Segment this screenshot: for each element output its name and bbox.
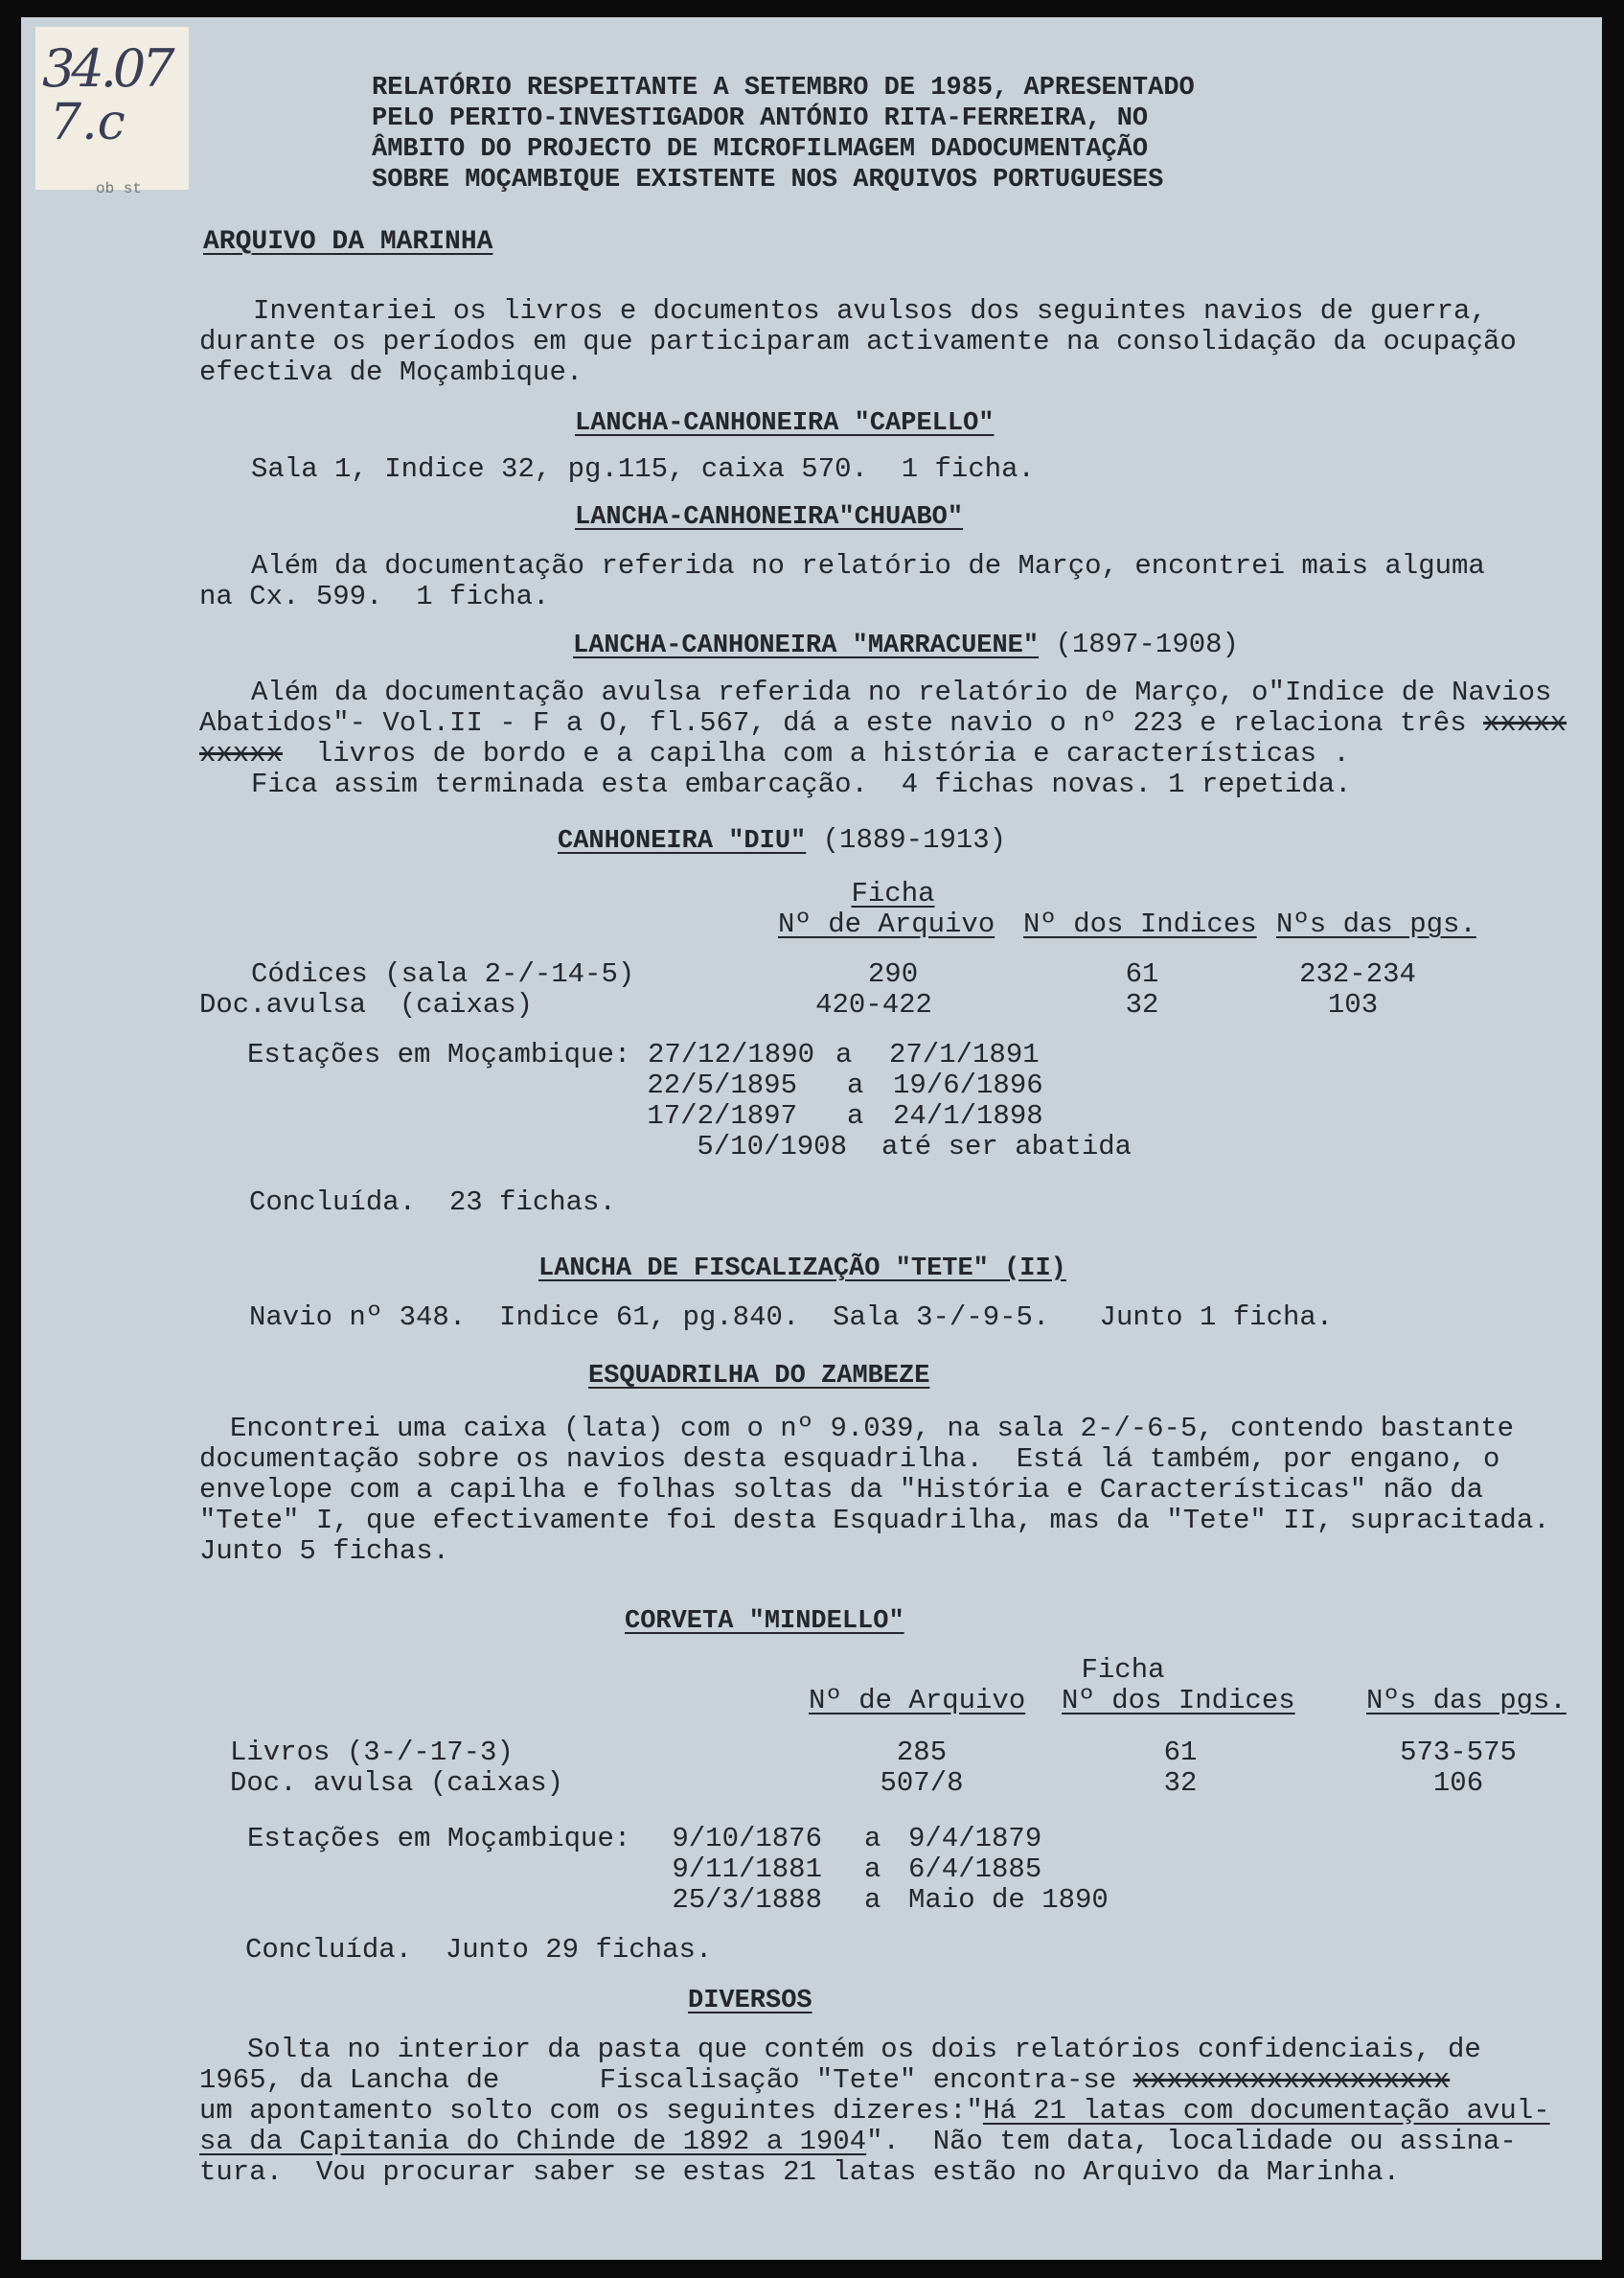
diu-station-3-to: 24/1/1898 [893, 1100, 1043, 1132]
capello-heading: LANCHA-CANHONEIRA "CAPELLO" [575, 409, 995, 438]
struck-text: xxxxx [1483, 707, 1567, 739]
diversos-quote-part-2: sa da Capitania do Chinde de 1892 a 1904 [199, 2126, 867, 2157]
chuabo-line-1: Além da documentação referida no relatório de Março, encontrei mais alguma [251, 550, 1485, 582]
diu-row-2-arquivo: 420-422 [815, 989, 932, 1021]
diu-heading-row [558, 824, 1006, 858]
marracuene-line-3 [199, 738, 1350, 770]
diu-row-2-pgs: 103 [1327, 989, 1379, 1021]
diversos-line-4 [199, 2126, 1517, 2157]
report-title-line-2: PELO PERITO-INVESTIGADOR ANTÓNIO RITA-FERREIRA, NO [372, 104, 1149, 133]
mindello-row-1-arquivo: 285 [896, 1737, 948, 1768]
mindello-col-pgs: Nºs das pgs. [1366, 1685, 1567, 1716]
diu-col-arquivo: Nº de Arquivo [778, 909, 995, 940]
diu-row-1-label: Códices (sala 2-/-14-5) [251, 958, 635, 990]
diu-row-2-indices: 32 [1125, 989, 1159, 1021]
zambeze-line-2: documentação sobre os navios desta esquadrilha. Está lá também, por engano, o [199, 1443, 1500, 1475]
diu-station-4-from: 5/10/1908 [697, 1131, 847, 1162]
struck-text-start: xxxxx [199, 738, 284, 770]
zambeze-line-5: Junto 5 fichas. [199, 1535, 450, 1567]
marracuene-line-3-text: livros de bordo e a capilha com a história e características . [315, 738, 1350, 770]
diu-years: (1889-1913) [822, 824, 1007, 856]
diu-row-1-arquivo: 290 [867, 958, 919, 990]
zambeze-line-4: "Tete" I, que efectivamente foi desta Esquadrilha, mas da "Tete" II, supracitada. [199, 1505, 1550, 1536]
diversos-line-3-text: um apontamento solto com os seguintes dizeres:" [199, 2095, 983, 2127]
diu-station-4-sep: até ser abatida [881, 1131, 1132, 1162]
diversos-line-1: Solta no interior da pasta que contém os dois relatórios confidenciais, de [247, 2034, 1481, 2065]
diu-station-1-to: 27/1/1891 [889, 1039, 1040, 1070]
diversos-line-2-text: 1965, da Lancha de Fiscalisação "Tete" encontra-se [199, 2064, 1117, 2096]
mindello-station-3-to: Maio de 1890 [908, 1884, 1109, 1916]
mindello-col-indices: Nº dos Indices [1062, 1685, 1295, 1716]
mindello-row-2-indices: 32 [1163, 1767, 1198, 1799]
mindello-conclusion: Concluída. Junto 29 fichas. [245, 1934, 713, 1966]
diu-col-pgs: Nºs das pgs. [1276, 909, 1476, 940]
diu-col-indices: Nº dos Indices [1023, 909, 1257, 940]
marracuene-line-1: Além da documentação avulsa referida no relatório de Março, o"Indice de Navios [251, 677, 1552, 708]
diu-station-1-sep: a [835, 1039, 853, 1070]
marracuene-heading: LANCHA-CANHONEIRA "MARRACUENE" [573, 632, 1040, 660]
diu-stations-label: Estações em Moçambique: [247, 1039, 631, 1070]
chuabo-heading: LANCHA-CANHONEIRA"CHUABO" [575, 503, 964, 532]
mindello-station-3-from: 25/3/1888 [672, 1884, 822, 1916]
report-title-line-3: ÂMBITO DO PROJECTO DE MICROFILMAGEM DADOCUMENTAÇÃO [372, 135, 1149, 164]
handwritten-annotation-second: 7.c [50, 94, 126, 151]
marracuene-line-2-text: Abatidos"- Vol.II - F a O, fl.567, dá a este navio o nº 223 e relaciona três [199, 707, 1467, 739]
diu-station-2-to: 19/6/1896 [893, 1070, 1043, 1101]
capello-text: Sala 1, Indice 32, pg.115, caixa 570. 1 ficha. [251, 453, 1035, 485]
diu-heading: CANHONEIRA "DIU" [558, 827, 807, 856]
diversos-line-2 [199, 2064, 1450, 2096]
diu-station-2-from: 22/5/1895 [647, 1070, 797, 1101]
mindello-station-3-sep: a [864, 1884, 881, 1916]
diu-station-3-from: 17/2/1897 [647, 1100, 797, 1132]
diu-row-1-indices: 61 [1125, 958, 1159, 990]
mindello-station-2-to: 6/4/1885 [908, 1853, 1042, 1885]
diversos-line-4-text: ". Não tem data, localidade ou assina- [866, 2126, 1517, 2157]
mindello-station-1-sep: a [864, 1823, 881, 1854]
diversos-heading: DIVERSOS [688, 1987, 812, 2015]
diversos-quote-part-1: Há 21 latas com documentação avul- [982, 2095, 1550, 2127]
mindello-row-1-indices: 61 [1163, 1737, 1198, 1768]
mindello-col-arquivo: Nº de Arquivo [809, 1685, 1026, 1716]
diversos-struck-text: xxxxxxxxxxxxxxxxxxx [1132, 2064, 1451, 2096]
mindello-station-2-from: 9/11/1881 [672, 1853, 822, 1885]
chuabo-line-2: na Cx. 599. 1 ficha. [199, 581, 550, 612]
mindello-stations-label: Estações em Moçambique: [247, 1823, 631, 1854]
mindello-ficha-label: Ficha [1081, 1654, 1165, 1686]
mindello-heading: CORVETA "MINDELLO" [625, 1607, 904, 1636]
diversos-line-3 [199, 2095, 1550, 2127]
marracuene-heading-row [573, 629, 1239, 662]
zambeze-line-3: envelope com a capilha e folhas soltas da "História e Características" não da [199, 1474, 1484, 1506]
diu-station-3-sep: a [847, 1100, 864, 1132]
zambeze-line-1: Encontrei uma caixa (lata) com o nº 9.039, na sala 2-/-6-5, contendo bastante [230, 1413, 1515, 1444]
mindello-row-1-label: Livros (3-/-17-3) [230, 1737, 514, 1768]
diversos-line-5: tura. Vou procurar saber se estas 21 latas estão no Arquivo da Marinha. [199, 2156, 1401, 2188]
diu-conclusion: Concluída. 23 fichas. [249, 1186, 616, 1218]
diu-row-2-label: Doc.avulsa (caixas) [199, 989, 534, 1021]
mindello-station-2-sep: a [864, 1853, 881, 1885]
marracuene-line-2 [199, 707, 1567, 739]
mindello-row-2-arquivo: 507/8 [880, 1767, 964, 1799]
mindello-station-1-from: 9/10/1876 [672, 1823, 822, 1854]
margin-note: ob st [96, 180, 143, 197]
zambeze-heading: ESQUADRILHA DO ZAMBEZE [588, 1362, 930, 1391]
diu-station-2-sep: a [847, 1070, 864, 1101]
intro-line-1: Inventariei os livros e documentos avulsos dos seguintes navios de guerra, [253, 295, 1487, 327]
report-title-line-1: RELATÓRIO RESPEITANTE A SETEMBRO DE 1985, APRESENTADO [372, 74, 1195, 103]
diu-row-1-pgs: 232-234 [1299, 958, 1416, 990]
handwritten-annotation: 34.07 [42, 38, 172, 99]
report-title-line-4: SOBRE MOÇAMBIQUE EXISTENTE NOS ARQUIVOS PORTUGUESES [372, 166, 1164, 195]
mindello-station-1-to: 9/4/1879 [908, 1823, 1042, 1854]
tete-text: Navio nº 348. Indice 61, pg.840. Sala 3-/-9-5. Junto 1 ficha. [249, 1301, 1334, 1333]
marracuene-line-4: Fica assim terminada esta embarcação. 4 fichas novas. 1 repetida. [251, 769, 1352, 800]
marracuene-years: (1897-1908) [1055, 629, 1239, 660]
diu-station-1-from: 27/12/1890 [647, 1039, 814, 1070]
mindello-row-1-pgs: 573-575 [1400, 1737, 1517, 1768]
intro-line-3: efectiva de Moçambique. [199, 357, 583, 388]
diu-ficha-label: Ficha [851, 878, 935, 909]
intro-line-2: durante os períodos em que participaram activamente na consolidação da ocupação [199, 326, 1517, 357]
archive-heading: ARQUIVO DA MARINHA [203, 227, 493, 257]
mindello-row-2-label: Doc. avulsa (caixas) [230, 1767, 564, 1799]
document-page [21, 17, 1602, 2260]
tete-heading: LANCHA DE FISCALIZAÇÃO "TETE" (II) [538, 1254, 1066, 1283]
mindello-row-2-pgs: 106 [1432, 1767, 1484, 1799]
